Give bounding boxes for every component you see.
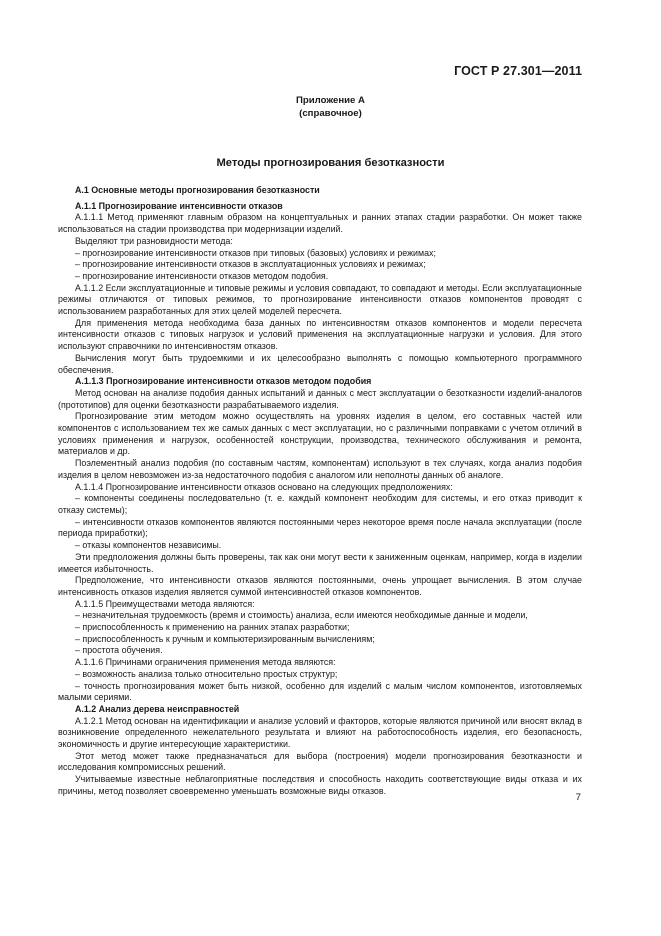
paragraph: Прогнозирование этим методом можно осуществлять на уровнях изделия в целом, его составных частей или компонентов с использованием тех же самых данных с мест эксплуатации, но с различными поправками с учетом отличий в условиях применения и нагрузок, особенностей конструкции, производства, технического обслуживания и ремонта, материалов и др.: [58, 411, 582, 457]
list-item: – прогнозирование интенсивности отказов при типовых (базовых) условиях и режимах;: [75, 247, 436, 258]
paragraph: А.1.1.5 Преимуществами метода являются:: [75, 598, 255, 609]
paragraph: А.1.1.4 Прогнозирование интенсивности отказов основано на следующих предположениях:: [75, 481, 453, 492]
list-item: – приспособленность к применению на ранних этапах разработки;: [75, 622, 350, 633]
list-item: – точность прогнозирования может быть низкой, особенно для изделий с малым числом компонентов, изготовляемых малыми сериями.: [58, 680, 582, 703]
appendix-note: (справочное): [299, 108, 362, 119]
page-title: Методы прогнозирования безотказности: [216, 157, 445, 169]
paragraph: Для применения метода необходима база данных по интенсивностям отказов компонентов и модели пересчета интенсивности отказов с типовых нагрузок и условий применения на эксплуатационные нагрузки и условия. Для этого используют справочники по интенсивностям отказов.: [58, 317, 582, 352]
paragraph: А.1.2.1 Метод основан на идентификации и анализе условий и факторов, которые являются причиной или вносят вклад в возникновение определенного нежелательного результата и влияют на работоспособность изделия, его безопасность, экономичность и другие интересующие характеристики.: [58, 715, 582, 750]
paragraph: Этот метод может также предназначаться для выбора (построения) модели прогнозирования безотказности и исследования компромиссных решений.: [58, 750, 582, 773]
paragraph: А.1.1.6 Причинами ограничения применения метода являются:: [75, 657, 336, 668]
subsection-heading: А.1.1.3 Прогнозирование интенсивности отказов методом подобия: [75, 376, 372, 387]
subsection-heading: А.1.2 Анализ дерева неисправностей: [75, 703, 240, 714]
section-heading: А.1 Основные методы прогнозирования безотказности: [75, 185, 320, 195]
list-item: – приспособленность к ручным и компьютеризированным вычислениям;: [75, 633, 375, 644]
list-item: – интенсивности отказов компонентов являются постоянными через некоторое время после начала эксплуатации (после периода приработки);: [58, 516, 582, 539]
paragraph: Метод основан на анализе подобия данных испытаний и данных с мест эксплуатации о безотказности изделий-аналогов (прототипов) для оценки безотказности разрабатываемого изделия.: [58, 387, 582, 410]
list-item: – незначительная трудоемкость (время и стоимость) анализа, если имеются необходимые данные и модели,: [75, 610, 528, 621]
list-item: – простота обучения.: [75, 645, 163, 656]
list-item: – компоненты соединены последовательно (т. е. каждый компонент необходим для системы, и его отказ приводит к отказу системы);: [58, 493, 582, 515]
list-item: – возможность анализа только относительно простых структур;: [75, 668, 338, 679]
paragraph: Поэлементный анализ подобия (по составным частям, компонентам) используют в тех случаях, когда анализ подобия изделия в целом невозможен из-за недостаточного подобия с аналогом или неполноты данных об аналоге.: [58, 458, 582, 480]
paragraph: Эти предположения должны быть проверены, так как они могут вести к заниженным оценкам, например, когда в изделии имеется избыточность.: [58, 551, 582, 574]
paragraph: А.1.1.1 Метод применяют главным образом на концептуальных и ранних этапах стадии разработки. Он может также использоваться на стадии производства при модернизации изделий.: [58, 212, 582, 235]
paragraph: Выделяют три разновидности метода:: [75, 235, 233, 246]
list-item: – прогнозирование интенсивности отказов в эксплуатационных условиях и режимах;: [75, 259, 426, 270]
standard-number: ГОСТ Р 27.301—2011: [454, 64, 582, 78]
appendix-title: Приложение А: [296, 95, 365, 106]
paragraph: А.1.1.2 Если эксплуатационные и типовые режимы и условия совпадают, то совпадают и методы. Если эксплуатационные режимы отличаются от типовых режимов, то прогнозирование интенсивности отказов компонентов проводят с использованием разработанных для этих целей моделей пересчета.: [58, 282, 582, 317]
list-item: – прогнозирование интенсивности отказов методом подобия.: [75, 270, 329, 281]
paragraph: Учитываемые известные неблагоприятные последствия и способность находить соответствующие виды отказа и их причины, метод позволяет своевременно уменьшать возможные виды отказов.: [58, 774, 582, 796]
paragraph: Предположение, что интенсивности отказов являются постоянными, очень упрощает вычисления. В этом случае интенсивность отказов изделия является суммой интенсивностей отказов компонентов.: [58, 575, 582, 597]
subsection-heading: А.1.1 Прогнозирование интенсивности отказов: [75, 200, 283, 211]
paragraph: Вычисления могут быть трудоемкими и их целесообразно выполнять с помощью компьютерного программного обеспечения.: [58, 352, 582, 375]
document-body: [58, 181, 582, 798]
list-item: – отказы компонентов независимы.: [75, 540, 222, 551]
page-number: 7: [575, 792, 581, 803]
